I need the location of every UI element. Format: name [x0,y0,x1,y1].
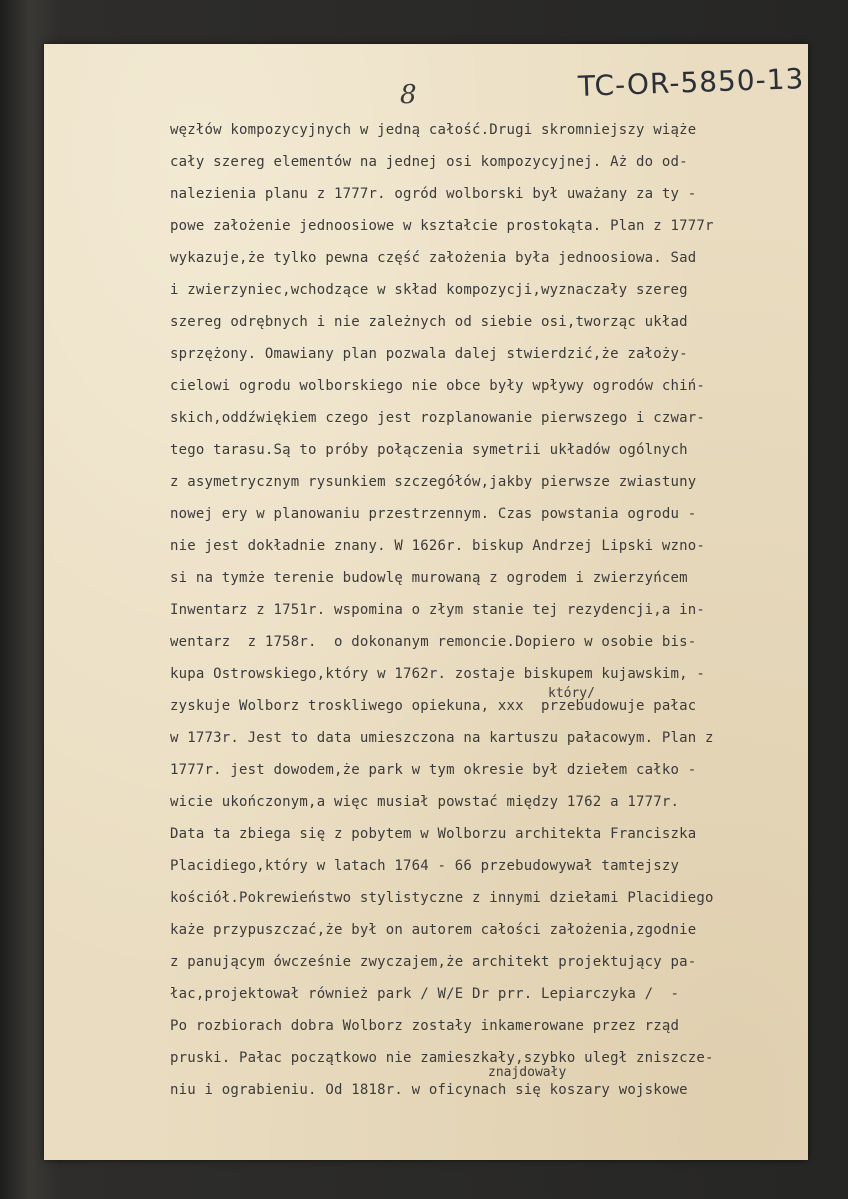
text-line: powe założenie jednoosiowe w kształcie prostokąta. Plan z 1777r [170,218,714,234]
text-line: Data ta zbiega się z pobytem w Wolborzu architekta Franciszka [170,826,697,842]
interlinear-insert-znajdowaly: znajdowały [488,1065,567,1080]
text-line: wentarz z 1758r. o dokonanym remoncie.Dopiero w osobie bis- [170,634,697,650]
text-line: nie jest dokładnie znany. W 1626r. biskup Andrzej Lipski wzno- [170,538,705,554]
text-line: zyskuje Wolborz troskliwego opiekuna, xxx przebudowuje pałac [170,698,697,714]
page-number: 8 [400,80,417,110]
text-line: si na tymże terenie budowlę murowaną z ogrodem i zwierzyńcem [170,570,688,586]
text-line: tego tarasu.Są to próby połączenia symetrii układów ogólnych [170,442,688,458]
text-line: kościół.Pokrewieństwo stylistyczne z innymi dziełami Placidiego [170,890,714,906]
text-line: każe przypuszczać,że był on autorem całości założenia,zgodnie [170,922,697,938]
text-line: Po rozbiorach dobra Wolborz zostały inkamerowane przez rząd [170,1018,680,1034]
text-line: niu i ograbieniu. Od 1818r. w oficynach się koszary wojskowe [170,1082,688,1098]
text-line: kupa Ostrowskiego,który w 1762r. zostaje biskupem kujawskim, - [170,666,705,682]
text-line: nowej ery w planowaniu przestrzennym. Czas powstania ogrodu - [170,506,697,522]
text-line: wicie ukończonym,a więc musiał powstać między 1762 a 1777r. [170,794,680,810]
text-line: cielowi ogrodu wolborskiego nie obce były wpływy ogrodów chiń- [170,378,705,394]
text-line: łac,projektował również park / W/E Dr prr. Lepiarczyka / - [170,986,680,1002]
text-line: wykazuje,że tylko pewna część założenia była jednoosiowa. Sad [170,250,697,266]
text-line: nalezienia planu z 1777r. ogród wolborski był uważany za ty - [170,186,697,202]
text-line: skich,oddźwiękiem czego jest rozplanowanie pierwszego i czwar- [170,410,705,426]
text-line: sprzężony. Omawiany plan pozwala dalej stwierdzić,że założy- [170,346,688,362]
text-line: 1777r. jest dowodem,że park w tym okresie był dziełem całko - [170,762,697,778]
text-line: w 1773r. Jest to data umieszczona na kartuszu pałacowym. Plan z [170,730,714,746]
text-line: pruski. Pałac początkowo nie zamieszkały,szybko uległ zniszcze- [170,1050,714,1066]
text-line: z asymetrycznym rysunkiem szczegółów,jakby pierwsze zwiastuny [170,474,697,490]
text-line: szereg odrębnych i nie zależnych od siebie osi,tworząc układ [170,314,688,330]
text-line: Inwentarz z 1751r. wspomina o złym stanie tej rezydencji,a in- [170,602,705,618]
text-line: węzłów kompozycyjnych w jedną całość.Drugi skromniejszy wiąże [170,122,697,138]
text-line: Placidiego,który w latach 1764 - 66 przebudowywał tamtejszy [170,858,680,874]
text-line: cały szereg elementów na jednej osi kompozycyjnej. Aż do od- [170,154,688,170]
text-line: z panującym ówcześnie zwyczajem,że architekt projektujący pa- [170,954,697,970]
text-line: i zwierzyniec,wchodzące w skład kompozycji,wyznaczały szereg [170,282,688,298]
archive-mark: TC-OR-5850-13 [577,62,805,103]
interlinear-insert-ktory: który/ [548,686,595,701]
